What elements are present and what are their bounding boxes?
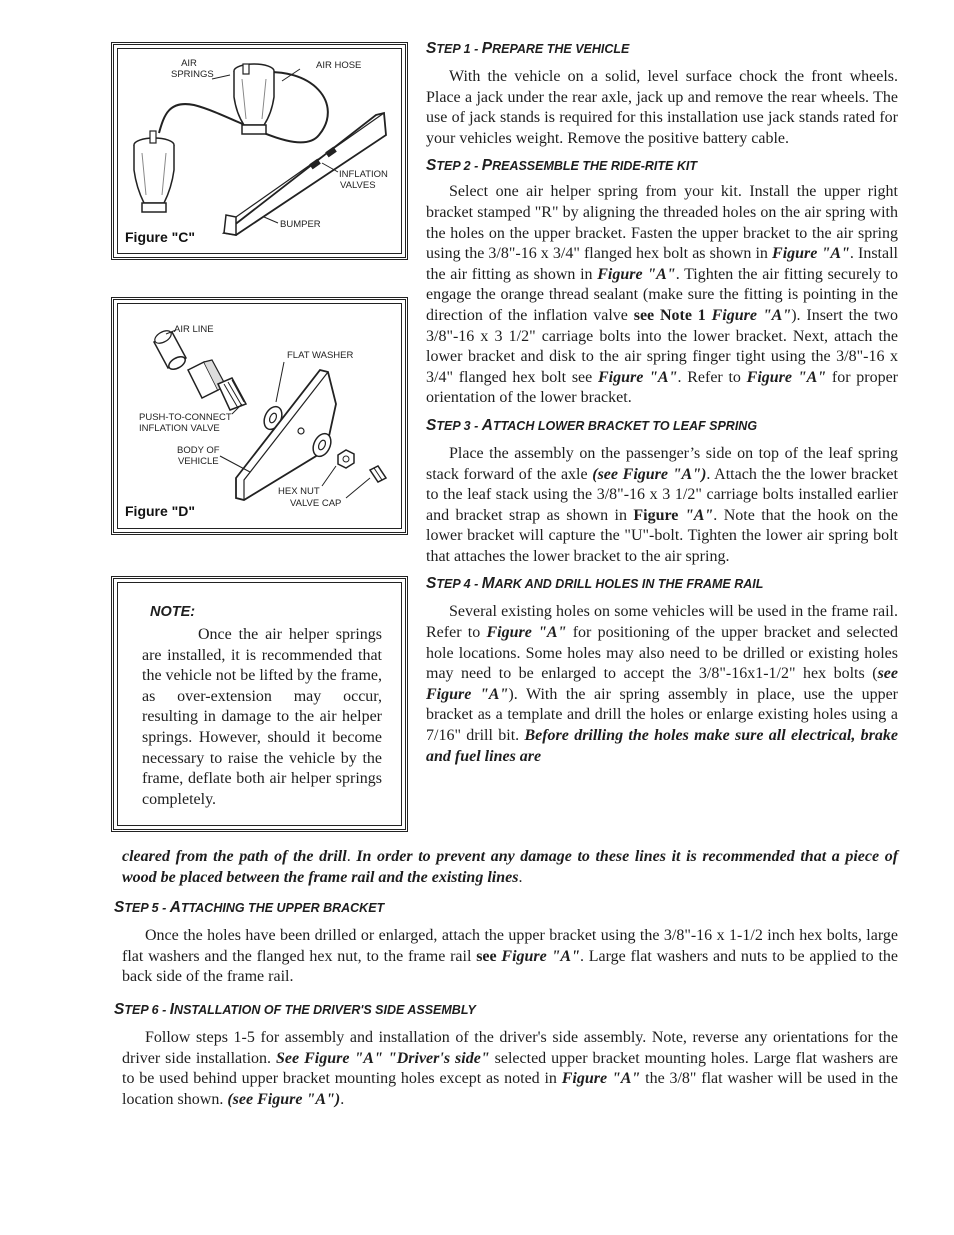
step-3-figure-ref-2b: "A" <box>678 506 714 524</box>
step-6-figure-ref-1: See Figure "A" "Driver's side" <box>276 1049 490 1067</box>
step-3-text <box>426 444 898 568</box>
label-air-springs-2: SPRINGS <box>171 69 214 80</box>
note-box <box>111 576 408 832</box>
step-2-text-6: for proper orientation of the lower bracket. <box>426 368 899 407</box>
step-2-text-4: ). Insert the two 3/8"-16 x 3 1/2" carriage bolts into the lower bracket. Next, attach the lower bracket and disk to the air spring finger tight using the 3/8"-16 x 3/4" flanged hex bolt see <box>426 306 898 386</box>
label-push-to-connect <box>139 412 232 434</box>
step-1-heading-lead: S <box>426 40 437 57</box>
step-3-heading-tail: TTACH LOWER BRACKET TO LEAF SPRING <box>492 418 758 433</box>
hex-nut <box>338 450 354 468</box>
step-4-warning-4: piece of wood be placed between the frame rail and the existing lines <box>122 848 899 886</box>
step-4-heading-rest: TEP 4 - <box>436 577 482 592</box>
step-6-figure-ref-2: Figure "A" <box>561 1070 641 1088</box>
step-3-text-2: . Attach the the lower bracket to the leaf stack using the 3/8"-16 x 3 1/2" carriage bolts installed earlier and bracket strap as shown in <box>426 465 898 524</box>
note-body: Once the air helper springs are installed, it is recommended that the vehicle not be lifted by the frame, as over-extension may occur, resulting in damage to the air helper springs. However, should it become necessary to raise the vehicle by the frame, deflate both air helper springs completely. <box>142 626 382 808</box>
label-inflation-valves-1: INFLATION <box>339 169 388 180</box>
step-3-heading-cap: A <box>481 416 493 434</box>
step-5-figure-ref-1: Figure "A" <box>501 947 580 965</box>
step-6-section <box>114 1001 898 1110</box>
step-6-heading-rest: TEP 6 - <box>124 1003 170 1017</box>
step-6-text <box>122 1028 898 1110</box>
step-5-heading-lead: S <box>114 899 125 916</box>
step-6-text-2: selected upper bracket mounting holes. Large flat washers are to be used behind upper bracket mounting holes except as noted in <box>122 1049 899 1088</box>
step-5-text-2: . Large flat washers and nuts to be applied to the back side of the frame rail. <box>122 947 899 986</box>
step-1-heading-tail: REPARE THE VEHICLE <box>492 42 630 56</box>
step-2-heading <box>426 157 898 175</box>
step-4-text <box>426 602 898 767</box>
step-5-text <box>122 926 898 988</box>
step-4-text-2: for positioning of the upper bracket and selected hole locations. Some holes may also need to be drilled or existing holes may need to be enlarged to accept the 3/8"-16x1-1/2" hex bolts ( <box>426 624 899 683</box>
step-1-heading-rest: TEP 1 - <box>436 42 482 56</box>
step-2-text-2: . Install the air fitting as shown in <box>426 245 898 283</box>
step-6-heading-cap: I <box>169 1001 175 1018</box>
figure-c <box>111 42 408 260</box>
step-4-heading-tail: ARK AND DRILL HOLES IN THE FRAME RAIL <box>494 577 764 592</box>
step-3-figure-ref-1: (see Figure "A") <box>592 465 707 483</box>
step-3-heading-lead: S <box>426 416 437 434</box>
valve-cap <box>370 466 386 482</box>
label-hex-nut: HEX NUT <box>278 486 320 497</box>
step-4-warning-3: In order to prevent any damage to these lines it is recommended that a <box>356 848 840 865</box>
step-6-heading-lead: S <box>114 1001 125 1018</box>
step-2-figure-ref-1: Figure "A" <box>772 245 850 263</box>
label-valve-cap: VALVE CAP <box>290 498 342 509</box>
step-1-text: With the vehicle on a solid, level surface chock the front wheels. Place a jack under the rear axle, jack up and remove the rear wheels. The use of jack stands is required for this installation use jack stands rated for your vehicles weight. Remove the positive battery cable. <box>426 68 898 147</box>
step-6-figure-ref-3: (see Figure "A") <box>227 1090 341 1108</box>
left-air-spring <box>134 131 174 212</box>
step-4-figure-ref-1: Figure "A" <box>486 624 567 642</box>
label-air-springs <box>171 58 214 80</box>
step-3-text-1: Place the assembly on the passenger’s side on top of the leaf spring stack forward of the axle <box>426 444 898 483</box>
step-4-warning-4b: . <box>518 868 523 886</box>
step-4-heading <box>426 575 898 593</box>
step-2-figure-ref-2: Figure "A" <box>597 265 676 283</box>
step-2-heading-rest: TEP 2 - <box>436 159 482 174</box>
step-2-text-1: Select one air helper spring from your kit. Install the upper right bracket stamped "R" by aligning the threaded holes on the air spring with the holes on the upper bracket. Fasten the upper bracket to the air spring using the 3/8"-16 x 3/4" flanged hex bolt as shown in <box>426 183 898 263</box>
full-width-section <box>122 847 898 888</box>
step-4-heading-lead: S <box>426 575 437 593</box>
step-4-warning-1: Before drilling the holes make sure all electrical, brake and fuel lines are <box>426 727 898 765</box>
step-2-text <box>426 182 898 409</box>
push-to-connect-valve <box>188 360 246 410</box>
label-bumper: BUMPER <box>280 219 321 230</box>
step-2-heading-cap: P <box>481 157 493 175</box>
step-4-warning-cont <box>122 847 898 888</box>
step-6-text-4: . <box>340 1090 345 1108</box>
step-2-figure-ref-4: Figure "A" <box>597 368 678 386</box>
step-5-heading-rest: TEP 5 - <box>124 901 170 915</box>
step-1-heading-cap: P <box>481 40 493 57</box>
step-5-text-1: Once the holes have been drilled or enlarged, attach the upper bracket using the 3/8"-16 x 1-1/2 inch hex bolts, large flat washers and the flanged hex nut, to the frame rail <box>122 927 898 965</box>
step-4-figure-ref-2: see Figure "A" <box>426 665 898 703</box>
step-4-warning-2b: . <box>346 848 357 865</box>
step-3-figure-ref-2a: Figure <box>633 506 679 524</box>
label-body-of-vehicle <box>177 445 220 467</box>
step-4-text-1: Several existing holes on some vehicles will be used in the frame rail. Refer to <box>426 603 898 642</box>
step-2-figure-ref-3: Figure "A" <box>711 306 792 324</box>
label-push-to-connect-1: PUSH-TO-CONNECT <box>139 412 232 423</box>
step-5-section <box>114 899 898 988</box>
figure-d-caption: Figure "D" <box>125 503 196 519</box>
step-5-heading <box>114 899 898 917</box>
step-2-heading-tail: REASSEMBLE THE RIDE-RITE KIT <box>492 159 697 174</box>
step-3-text-3: . Note that the hook on the lower bracket will capture the "U"-bolt. Tighten the lower air spring bolt that attaches the lower bracket to the air spring. <box>426 506 899 565</box>
step-2-text-5: . Refer to <box>677 368 747 386</box>
label-body-of-vehicle-2: VEHICLE <box>177 456 219 467</box>
figure-d <box>111 297 408 535</box>
label-body-of-vehicle-1: BODY OF <box>177 445 220 456</box>
label-inflation-valves <box>339 169 388 191</box>
step-2-text-3: . Tighten the air fitting securely to engage the orange thread sealant (make sure the fitting is pointing in the direction of the inflation valve <box>426 265 899 324</box>
step-5-heading-tail: TTACHING THE UPPER BRACKET <box>180 901 385 915</box>
note-title: NOTE: <box>150 604 196 620</box>
steps-column <box>426 40 898 767</box>
step-2-see-note: see Note 1 <box>633 306 706 324</box>
label-air-hose: AIR HOSE <box>316 60 362 71</box>
label-push-to-connect-2: INFLATION VALVE <box>139 423 220 434</box>
step-6-heading-tail: NSTALLATION OF THE DRIVER'S SIDE ASSEMBLY <box>174 1003 476 1017</box>
step-6-heading <box>114 1001 898 1019</box>
step-6-text-1: Follow steps 1-5 for assembly and installation of the driver's side assembly. Note, reverse any orientations for the driver side installation. <box>122 1029 898 1067</box>
step-5-heading-cap: A <box>169 899 181 916</box>
step-2-heading-lead: S <box>426 157 437 175</box>
label-air-line: AIR LINE <box>174 324 214 335</box>
step-6-text-3: the 3/8" flat washer will be used in the location shown. <box>122 1070 899 1108</box>
figure-c-illustration <box>114 45 405 257</box>
step-4-text-3: ). With the air spring assembly in place, use the upper bracket as a template and drill the holes or enlarge existing holes using a 7/16" drill bit. <box>426 685 898 745</box>
step-5-see: see <box>476 947 497 965</box>
label-inflation-valves-2: VALVES <box>340 180 376 191</box>
step-4-heading-cap: M <box>481 575 495 593</box>
step-2-figure-ref-5: Figure "A" <box>746 368 827 386</box>
step-3-heading <box>426 417 898 435</box>
figure-c-caption: Figure "C" <box>125 229 196 245</box>
label-air-springs-1: AIR <box>181 58 197 69</box>
step-4-warning-2: cleared from the path of the drill <box>122 848 347 865</box>
step-1-heading <box>426 40 898 58</box>
step-3-heading-rest: TEP 3 - <box>436 418 482 433</box>
label-flat-washer: FLAT WASHER <box>287 350 354 361</box>
